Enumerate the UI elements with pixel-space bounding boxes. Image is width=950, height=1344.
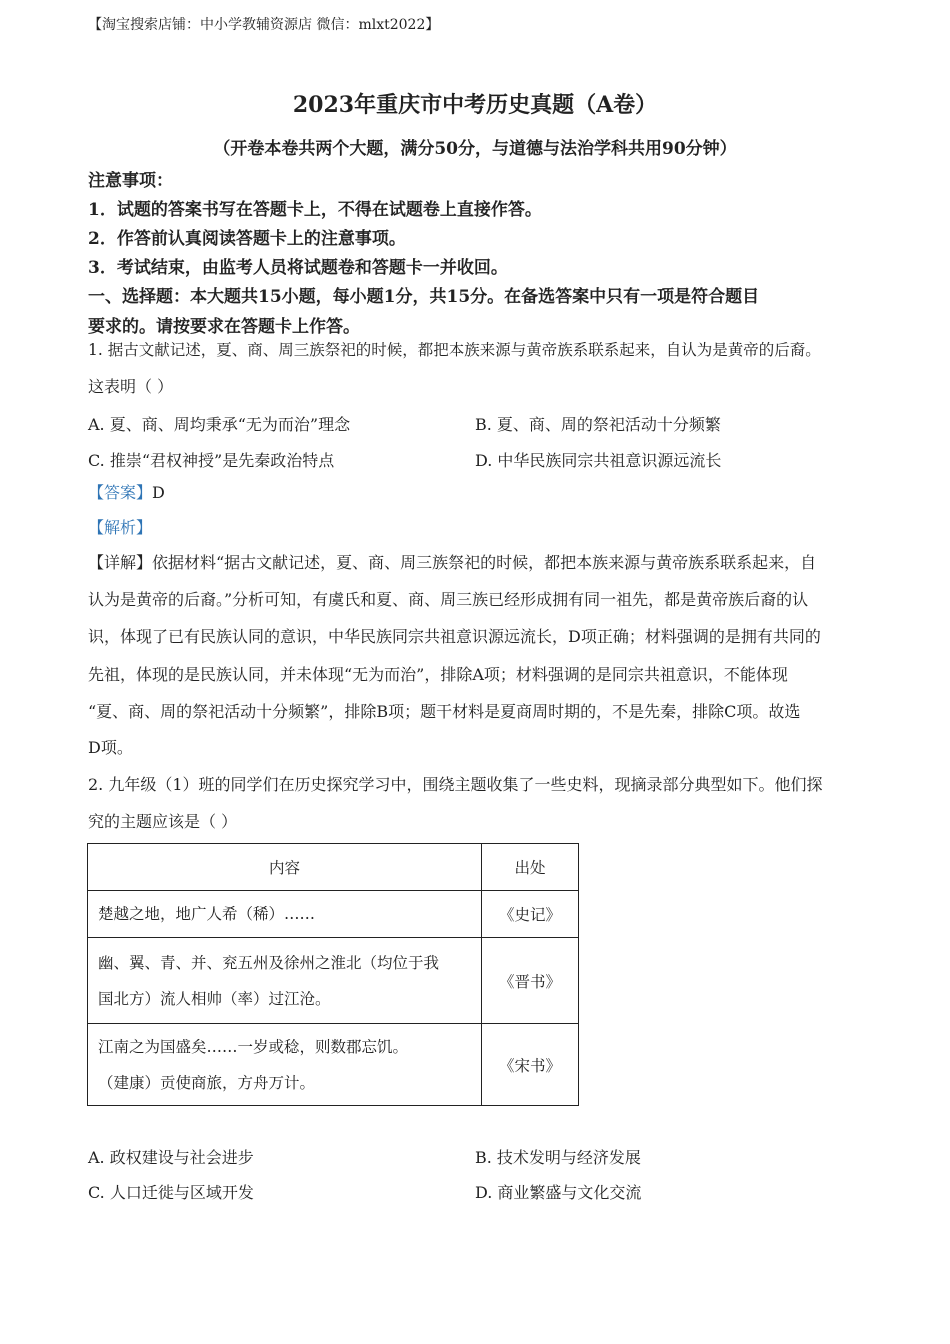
table-row	[88, 938, 579, 1024]
table-cell-source: 《晋书》	[482, 938, 579, 1024]
table-row	[88, 891, 579, 938]
q2-option-c: C. 人口迁徙与区域开发	[88, 1183, 254, 1202]
table-header-content: 内容	[88, 844, 482, 891]
notice-heading: 注意事项：	[88, 171, 173, 191]
q1-detail-line: 识，体现了已有民族认同的意识，中华民族同宗共祖意识源远流长，D项正确；材料强调的是拥有共同的	[88, 627, 821, 646]
page-title: 2023年重庆市中考历史真题（A卷）	[292, 92, 658, 118]
table-row	[88, 1024, 579, 1106]
q1-option-c: C. 推崇“君权神授”是先秦政治特点	[88, 451, 335, 470]
shop-header-note: 【淘宝搜索店铺：中小学教辅资源店 微信：mlxt2022】	[88, 17, 440, 33]
q1-answer	[88, 483, 165, 503]
q1-stem: 这表明（ ）	[88, 377, 174, 396]
notice-item: 3．考试结束，由监考人员将试题卷和答题卡一并收回。	[88, 258, 508, 278]
table-cell-content: 幽、翼、青、并、兖五州及徐州之淮北（均位于我 国北方）流人相帅（率）过江沧。	[88, 938, 482, 1024]
source-table	[87, 843, 579, 1106]
section-heading: 一、选择题：本大题共15小题，每小题1分，共15分。在备选答案中只有一项是符合题目	[88, 287, 760, 307]
q1-option-b: B. 夏、商、周的祭祀活动十分频繁	[475, 415, 721, 434]
notice-item: 2．作答前认真阅读答题卡上的注意事项。	[88, 229, 406, 249]
q1-detail-line: “夏、商、周的祭祀活动十分频繁”，排除B项；题干材料是夏商周时期的，不是先秦，排除C项。故选	[88, 702, 801, 721]
q1-option-a: A. 夏、商、周均秉承“无为而治”理念	[88, 415, 351, 434]
q1-stem: 1. 据古文献记述，夏、商、周三族祭祀的时候，都把本族来源与黄帝族系联系起来，自认为是黄帝的后裔。	[88, 341, 821, 359]
q2-option-d: D. 商业繁盛与文化交流	[475, 1183, 642, 1202]
q2-stem: 究的主题应该是（ ）	[88, 812, 238, 831]
table-header-row	[88, 844, 579, 891]
table-cell-content: 江南之为国盛矣……一岁或稔，则数郡忘饥。 （建康）贡使商旅，方舟万计。	[88, 1024, 482, 1106]
answer-value: D	[152, 483, 165, 502]
q2-stem: 2. 九年级（1）班的同学们在历史探究学习中，围绕主题收集了一些史料，现摘录部分典型如下。他们探	[88, 775, 823, 794]
q1-option-d: D. 中华民族同宗共祖意识源远流长	[475, 451, 722, 470]
table-cell-content: 楚越之地，地广人希（稀）……	[88, 891, 482, 938]
q2-option-a: A. 政权建设与社会进步	[88, 1148, 254, 1167]
answer-tag: 【答案】	[88, 483, 153, 502]
q1-detail-line: D项。	[88, 738, 133, 757]
table-cell-source: 《史记》	[482, 891, 579, 938]
table-cell-source: 《宋书》	[482, 1024, 579, 1106]
q2-option-b: B. 技术发明与经济发展	[475, 1148, 641, 1167]
notice-item: 1．试题的答案书写在答题卡上，不得在试题卷上直接作答。	[88, 200, 542, 220]
page-subtitle: （开卷本卷共两个大题，满分50分，与道德与法治学科共用90分钟）	[213, 139, 737, 159]
analysis-tag: 【解析】	[88, 518, 153, 537]
q1-detail-line: 认为是黄帝的后裔。”分析可知，有虞氏和夏、商、周三族已经形成拥有同一祖先，都是黄帝族后裔的认	[88, 590, 809, 609]
section-heading: 要求的。请按要求在答题卡上作答。	[88, 317, 360, 337]
q1-detail-line: 先祖，体现的是民族认同，并未体现“无为而治”，排除A项；材料强调的是同宗共祖意识，不能体现	[88, 665, 788, 684]
table-header-source: 出处	[482, 844, 579, 891]
q1-detail-line: 【详解】依据材料“据古文献记述，夏、商、周三族祭祀的时候，都把本族来源与黄帝族系联系起来，自	[88, 553, 817, 572]
